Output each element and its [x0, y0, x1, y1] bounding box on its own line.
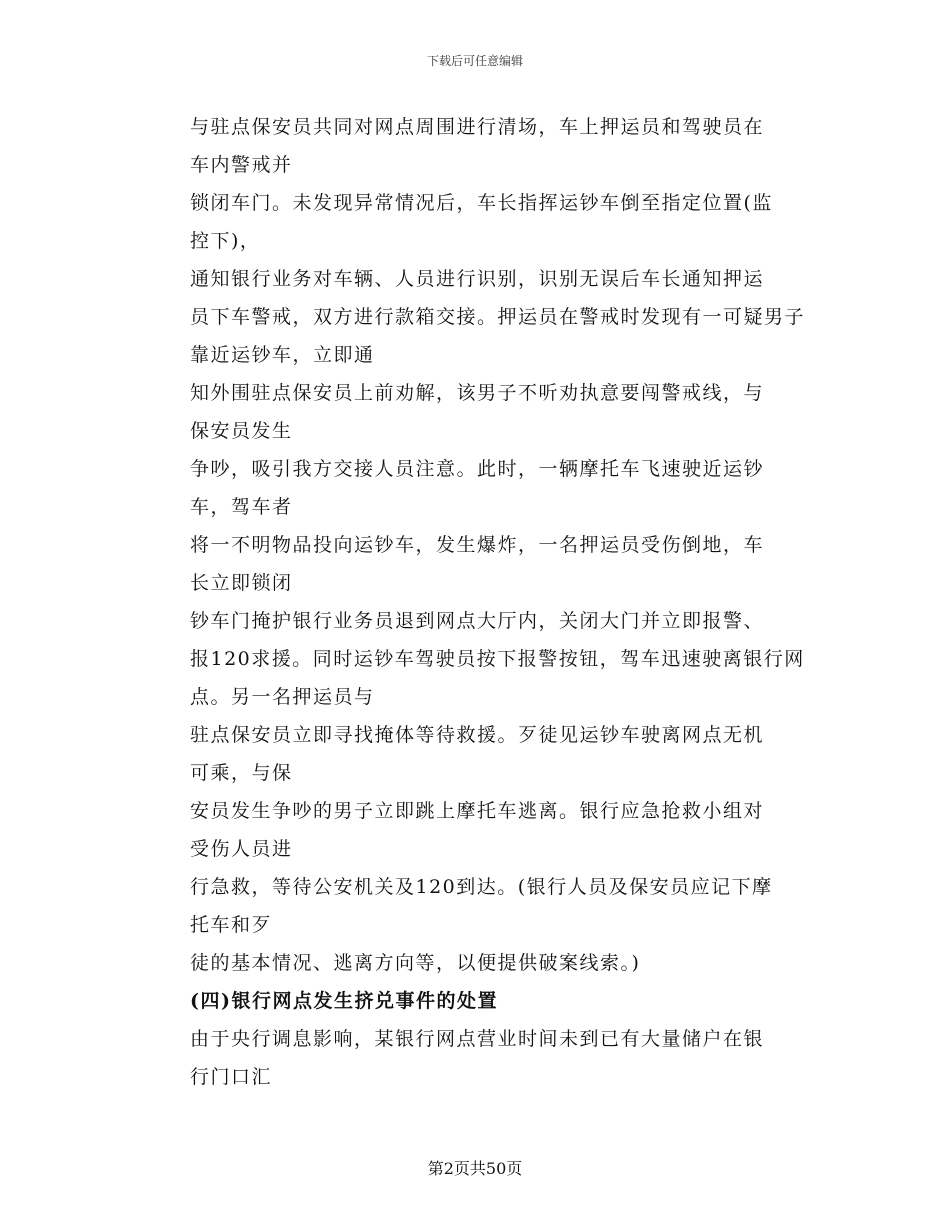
text-line: 锁闭车门。未发现异常情况后，车长指挥运钞车倒至指定位置(监 [190, 192, 773, 214]
text-line: 可乘，与保 [190, 762, 293, 784]
section-heading [142, 982, 810, 1020]
text-line: 托车和歹 [190, 914, 273, 936]
paragraph [142, 1020, 810, 1096]
text-line: 知外围驻点保安员上前劝解，该男子不听劝执意要闯警戒线，与 [190, 382, 765, 404]
text-line: 通知银行业务对车辆、人员进行识别，识别无误后车长通知押运 [190, 268, 765, 290]
text-line: 靠近运钞车，立即通 [190, 344, 375, 366]
text-line: 驻点保安员立即寻找掩体等待救援。歹徒见运钞车驶离网点无机 [190, 724, 765, 746]
text-line: 由于央行调息影响，某银行网点营业时间未到已有大量储户在银 [190, 1028, 765, 1050]
paragraph [142, 868, 810, 944]
text-line: 车，驾车者 [190, 496, 293, 518]
text-line: 长立即锁闭 [190, 572, 293, 594]
text-line: 将一不明物品投向运钞车，发生爆炸，一名押运员受伤倒地，车 [190, 534, 765, 556]
text-line: 与驻点保安员共同对网点周围进行清场，车上押运员和驾驶员在 [190, 116, 765, 138]
text-line: 控下)， [190, 230, 261, 252]
text-line: 点。另一名押运员与 [190, 686, 375, 708]
text-line: 车内警戒并 [190, 154, 293, 176]
paragraph [142, 374, 810, 450]
body-text [142, 108, 810, 1096]
text-line: 保安员发生 [190, 420, 293, 442]
page-header: 下载后可任意编辑 [426, 54, 523, 68]
paragraph [142, 602, 810, 716]
paragraph [142, 716, 810, 792]
paragraph [142, 526, 810, 602]
page-footer: 第2页共50页 [427, 1159, 523, 1178]
paragraph [142, 108, 810, 184]
text-line: 员下车警戒，双方进行款箱交接。押运员在警戒时发现有一可疑男子 [190, 306, 806, 328]
paragraph [142, 944, 810, 982]
text-line: 争吵，吸引我方交接人员注意。此时，一辆摩托车飞速驶近运钞 [190, 458, 765, 480]
text-line: 报120求援。同时运钞车驾驶员按下报警按钮，驾车迅速驶离银行网 [190, 648, 805, 670]
text-line: (四)银行网点发生挤兑事件的处置 [190, 990, 498, 1012]
paragraph [142, 184, 810, 260]
text-line: 钞车门掩护银行业务员退到网点大厅内，关闭大门并立即报警、 [190, 610, 765, 632]
paragraph [142, 792, 810, 868]
text-line: 行门口汇 [190, 1066, 273, 1088]
paragraph [142, 260, 810, 374]
text-line: 受伤人员进 [190, 838, 293, 860]
text-line: 安员发生争吵的男子立即跳上摩托车逃离。银行应急抢救小组对 [190, 800, 765, 822]
text-line: 徒的基本情况、逃离方向等，以便提供破案线索。) [190, 952, 641, 974]
text-line: 行急救，等待公安机关及120到达。(银行人员及保安员应记下摩 [190, 876, 773, 898]
paragraph [142, 450, 810, 526]
